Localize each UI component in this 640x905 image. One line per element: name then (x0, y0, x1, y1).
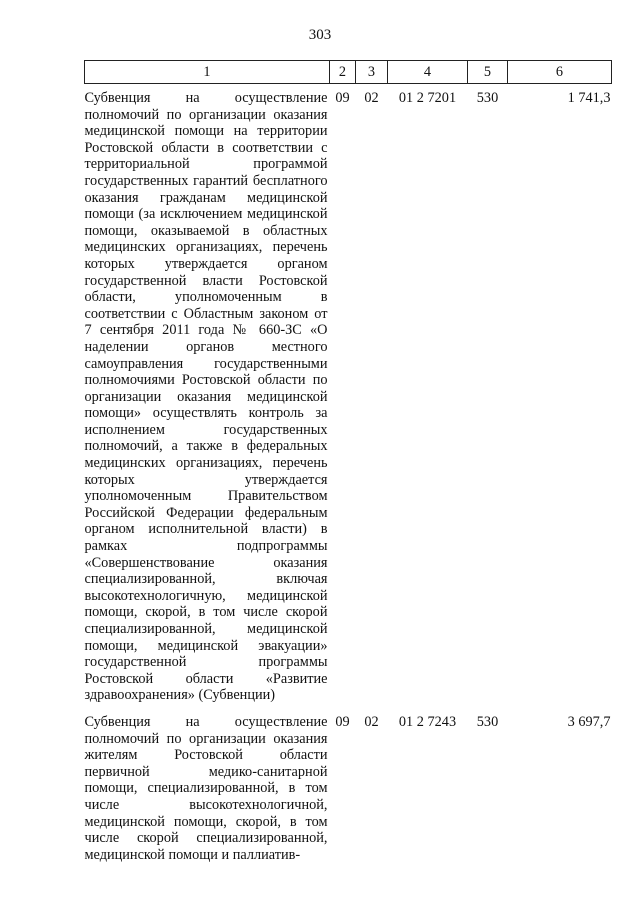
table-row (85, 704, 612, 863)
header-col-4: 4 (388, 61, 468, 84)
row-subsection: 02 (364, 90, 379, 106)
table-row (85, 84, 612, 704)
header-col-1: 1 (85, 61, 330, 84)
row-description: Субвенция на осуществление полномочий по организации оказания жителям Ростовской области первичной медико-санитарной помощи, специализированной, в том числе высокотехнологичной, медицинской помощи, скорой, в том числе скорой специализированной, медицинской помощи и паллиатив- (84, 713, 328, 863)
row-amount: 1 741,3 (567, 90, 611, 106)
row-target-item: 01 2 7201 (398, 90, 457, 106)
row-section: 09 (335, 90, 350, 106)
header-col-3: 3 (356, 61, 388, 84)
row-expense-type: 530 (476, 90, 499, 106)
row-description: Субвенция на осуществление полномочий по организации оказания медицинской помощи на территории Ростовской области в соответствии с территориальной программой государственных гарантий бесплатного оказания гражданам медицинской помощи (за исключением медицинской помощи, оказываемой в областных медицинских организациях, перечень которых утверждается органом государственной власти Ростовской области, уполномоченным в соответствии с Областным законом от 7 сентября 2011 года № 660-ЗС «О наделении органов местного самоуправления государственными полномочиями Ростовской области по организации оказания медицинской помощи» осуществлять контроль за исполнением государственных полномочий, а также в федеральных медицинских организациях, перечень которых утверждается уполномоченным Правительством Российской Федерации федеральным органом исполнительной власти) в рамках подпрограммы «Совершенствование оказания специализированной, включая высокотехнологичную, медицинской помощи, скорой, в том числе скорой специализированной, медицинской помощи, медицинской эвакуации» государственной программы Ростовской области «Развитие здравоохранения» (Субвенции) (84, 90, 328, 704)
page-number: 303 (308, 27, 332, 43)
row-target-item: 01 2 7243 (398, 713, 457, 730)
row-amount: 3 697,7 (567, 713, 611, 730)
budget-table (84, 60, 612, 863)
header-col-6: 6 (508, 61, 612, 84)
header-row (85, 61, 612, 84)
row-section: 09 (335, 713, 350, 730)
row-subsection: 02 (364, 713, 379, 730)
header-col-5: 5 (468, 61, 508, 84)
row-expense-type: 530 (476, 713, 499, 730)
header-col-2: 2 (330, 61, 356, 84)
